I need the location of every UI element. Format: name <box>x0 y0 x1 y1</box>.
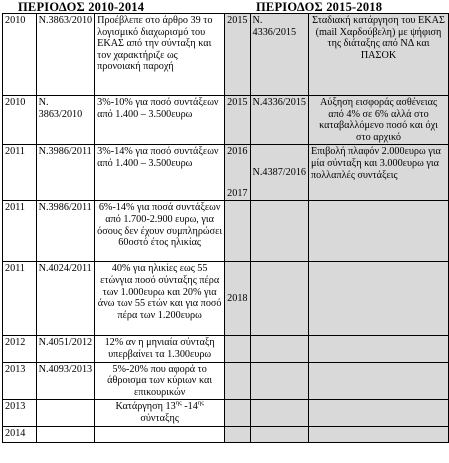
law-cell: N.4093/2013 <box>36 362 94 400</box>
description-cell: 3%-14% για ποσό συντάξεων από 1.400 – 3.500ευρω <box>95 145 225 201</box>
description-cell: 5%-20% που αφορά το άθροισμα των κύριων και επικουρικών <box>95 362 225 400</box>
table-row <box>3 201 449 262</box>
right-empty-cell <box>225 426 250 442</box>
right-empty-cell <box>250 426 308 442</box>
pension-cuts-table <box>2 13 449 443</box>
law-cell <box>36 400 94 426</box>
year-cell: 2012 <box>3 336 37 362</box>
ordinal-suffix: ης <box>175 399 182 407</box>
right-year-cell <box>225 145 250 201</box>
ordinal-suffix: ης <box>197 399 204 407</box>
right-empty-cell <box>250 201 308 262</box>
right-year-start: 2016 <box>227 146 248 158</box>
abolition-text-a: Κατάργηση 13 <box>115 401 176 413</box>
table-row <box>3 145 449 201</box>
law-cell: N.3863/2010 <box>36 14 94 96</box>
right-empty-cell <box>309 400 449 426</box>
table-row <box>3 96 449 145</box>
abolition-text-c: σύνταξης <box>140 412 179 424</box>
right-year-cell <box>225 262 250 336</box>
right-empty-cell <box>309 201 449 262</box>
description-cell: 3%-10% για ποσό συντάξεων από 1.400 – 3.500ευρω <box>95 96 225 145</box>
description-cell: 40% για ηλικίες εως 55 ετώνγια ποσό σύνταξης πέρα των 1.000ευρω και 20% για άνω των 55 ετών και για ποσό πέρα των 1.200ευρω <box>95 262 225 336</box>
abolition-text-b: -14 <box>181 401 198 413</box>
right-empty-cell <box>309 362 449 400</box>
table-row <box>3 14 449 96</box>
right-empty-cell <box>225 336 250 362</box>
table-row <box>3 362 449 400</box>
right-empty-cell <box>250 262 308 336</box>
right-empty-cell <box>225 362 250 400</box>
right-empty-cell <box>250 336 308 362</box>
right-year-cell: 2015 <box>225 96 250 145</box>
description-cell: 12% αν η μηνιαία σύνταξη υπερβαίνει τα 1.300ευρω <box>95 336 225 362</box>
description-cell <box>95 400 225 426</box>
right-description-cell: Αύξηση εισφοράς ασθένειας από 4% σε 6% αλλά στο καταβαλλόμενο ποσό και όχι στο αρχικό <box>309 96 449 145</box>
table-row <box>3 400 449 426</box>
right-description-cell: Επιβολή πλαφόν 2.000ευρω για μία σύνταξη και 3.000ευρω για πολλαπλές συντάξεις <box>309 145 449 201</box>
law-cell: N.3986/2011 <box>36 145 94 201</box>
left-period-header: ΠΕΡΙΟΔΟΣ 2010-2014 <box>18 0 145 14</box>
law-cell: N.4051/2012 <box>36 336 94 362</box>
right-year-text: 2018 <box>227 293 248 305</box>
right-law-cell: N. 4336/2015 <box>250 14 308 96</box>
right-empty-cell <box>225 201 250 262</box>
right-empty-cell <box>250 400 308 426</box>
right-empty-cell <box>309 262 449 336</box>
right-empty-cell <box>225 400 250 426</box>
year-cell: 2013 <box>3 400 37 426</box>
right-year-end: 2017 <box>227 187 248 199</box>
law-cell <box>36 426 94 442</box>
table-row <box>3 426 449 442</box>
right-year-cell: 2015 <box>225 14 250 96</box>
description-cell <box>95 426 225 442</box>
law-cell: N.3986/2011 <box>36 201 94 262</box>
description-cell: 6%-14% για ποσά συντάξεων από 1.700-2.900 ευρω, για όσους δεν έχουν συμπληρώσει 60οστό έτος ηλικίας <box>95 201 225 262</box>
year-cell: 2011 <box>3 201 37 262</box>
right-empty-cell <box>309 426 449 442</box>
description-cell: Προέβλεπε στο άρθρο 39 το λογισμικό διαχωρισμό του ΕΚΑΣ από την σύνταξη και τον χαρακτήριζε ως προνοιακή παροχή <box>95 14 225 96</box>
year-cell: 2010 <box>3 14 37 96</box>
right-description-cell: Σταδιακή κατάργηση του ΕΚΑΣ (mail Χαρδούβελη) με ψήφιση της διάταξης από ΝΔ και ΠΑΣΟΚ <box>309 14 449 96</box>
right-law-cell <box>250 145 308 201</box>
right-law-cell: N.4336/2015 <box>250 96 308 145</box>
table-row <box>3 336 449 362</box>
year-cell: 2011 <box>3 262 37 336</box>
year-cell: 2013 <box>3 362 37 400</box>
year-cell: 2014 <box>3 426 37 442</box>
law-cell: N.4024/2011 <box>36 262 94 336</box>
table-row <box>3 262 449 336</box>
right-empty-cell <box>309 336 449 362</box>
law-cell: N. 3863/2010 <box>36 96 94 145</box>
right-law-text: N.4387/2016 <box>252 167 306 179</box>
year-cell: 2010 <box>3 96 37 145</box>
year-cell: 2011 <box>3 145 37 201</box>
right-empty-cell <box>250 362 308 400</box>
right-period-header: ΠΕΡΙΟΔΟΣ 2015-2018 <box>256 0 383 14</box>
